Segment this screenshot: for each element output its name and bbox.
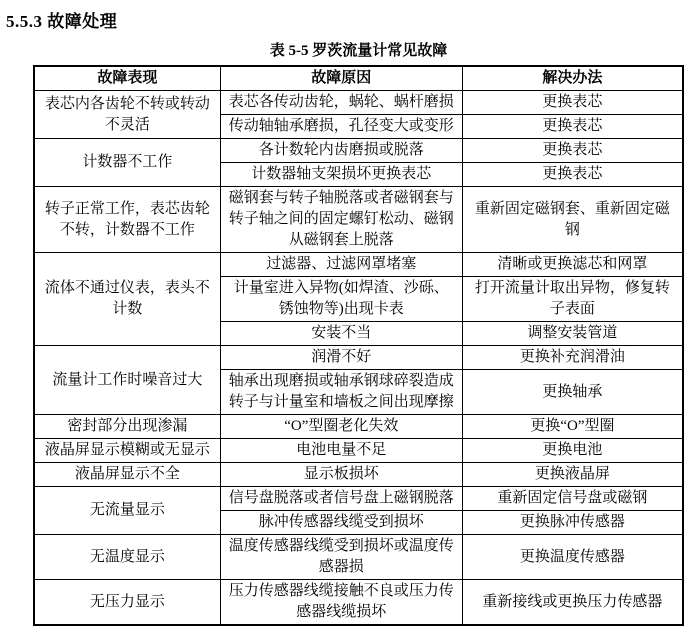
cause-cell: 表芯各传动齿轮，蜗轮、蜗杆磨损 (220, 91, 462, 115)
cause-cell: 过滤器、过滤网罩堵塞 (220, 253, 462, 277)
symptom-cell: 无流量显示 (34, 487, 220, 535)
table-caption: 表 5-5 罗茨流量计常见故障 (269, 43, 448, 59)
cause-cell: 磁钢套与转子轴脱落或者磁钢套与转子轴之间的固定螺钉松动、磁钢从磁钢套上脱落 (220, 187, 462, 253)
solution-cell: 更换脉冲传感器 (462, 511, 683, 535)
solution-cell: 更换表芯 (462, 91, 683, 115)
cause-cell: 温度传感器线缆受到损坏或温度传感器损 (220, 535, 462, 580)
solution-cell: 更换温度传感器 (462, 535, 683, 580)
solution-cell: 重新接线或更换压力传感器 (462, 580, 683, 626)
table-row (34, 346, 683, 370)
table-row (34, 187, 683, 253)
header-symptom: 故障表现 (34, 66, 220, 91)
cause-cell: 传动轴轴承磨损，孔径变大或变形 (220, 115, 462, 139)
solution-cell: 重新固定磁钢套、重新固定磁钢 (462, 187, 683, 253)
table-row (34, 580, 683, 626)
section-title: 5.5.3 故障处理 (6, 12, 118, 31)
solution-cell: 更换表芯 (462, 139, 683, 163)
table-row (34, 139, 683, 163)
solution-cell: 打开流量计取出异物，修复转子表面 (462, 277, 683, 322)
table-row (34, 487, 683, 511)
symptom-cell: 无温度显示 (34, 535, 220, 580)
table-header-row (34, 66, 683, 91)
cause-cell: 信号盘脱落或者信号盘上磁钢脱落 (220, 487, 462, 511)
header-solution: 解决办法 (462, 66, 683, 91)
symptom-cell: 流量计工作时噪音过大 (34, 346, 220, 415)
solution-cell: 清晰或更换滤芯和网罩 (462, 253, 683, 277)
table-row (34, 439, 683, 463)
solution-cell: 更换轴承 (462, 370, 683, 415)
cause-cell: 脉冲传感器线缆受到损坏 (220, 511, 462, 535)
solution-cell: 调整安装管道 (462, 322, 683, 346)
table-row (34, 535, 683, 580)
table-row (34, 415, 683, 439)
cause-cell: 显示板损坏 (220, 463, 462, 487)
cause-cell: 电池电量不足 (220, 439, 462, 463)
cause-cell: 计量室进入异物(如焊渣、沙砾、锈蚀物等)出现卡表 (220, 277, 462, 322)
cause-cell: 计数器轴支架损坏更换表芯 (220, 163, 462, 187)
solution-cell: 更换电池 (462, 439, 683, 463)
symptom-cell: 表芯内各齿轮不转或转动不灵活 (34, 91, 220, 139)
symptom-cell: 密封部分出现渗漏 (34, 415, 220, 439)
table-row (34, 253, 683, 277)
table-row (34, 91, 683, 115)
symptom-cell: 液晶屏显示模糊或无显示 (34, 439, 220, 463)
cause-cell: “O”型圈老化失效 (220, 415, 462, 439)
header-cause: 故障原因 (220, 66, 462, 91)
solution-cell: 更换表芯 (462, 163, 683, 187)
solution-cell: 更换液晶屏 (462, 463, 683, 487)
solution-cell: 更换补充润滑油 (462, 346, 683, 370)
cause-cell: 润滑不好 (220, 346, 462, 370)
symptom-cell: 液晶屏显示不全 (34, 463, 220, 487)
cause-cell: 轴承出现磨损或轴承钢球碎裂造成转子与计量室和墙板之间出现摩擦 (220, 370, 462, 415)
solution-cell: 更换表芯 (462, 115, 683, 139)
symptom-cell: 流体不通过仪表，表头不计数 (34, 253, 220, 346)
cause-cell: 压力传感器线缆接触不良或压力传感器线缆损坏 (220, 580, 462, 626)
solution-cell: 重新固定信号盘或磁钢 (462, 487, 683, 511)
symptom-cell: 无压力显示 (34, 580, 220, 626)
fault-table (33, 65, 684, 626)
cause-cell: 各计数轮内齿磨损或脱落 (220, 139, 462, 163)
solution-cell: 更换“O”型圈 (462, 415, 683, 439)
symptom-cell: 转子正常工作，表芯齿轮不转，计数器不工作 (34, 187, 220, 253)
cause-cell: 安装不当 (220, 322, 462, 346)
symptom-cell: 计数器不工作 (34, 139, 220, 187)
table-row (34, 463, 683, 487)
